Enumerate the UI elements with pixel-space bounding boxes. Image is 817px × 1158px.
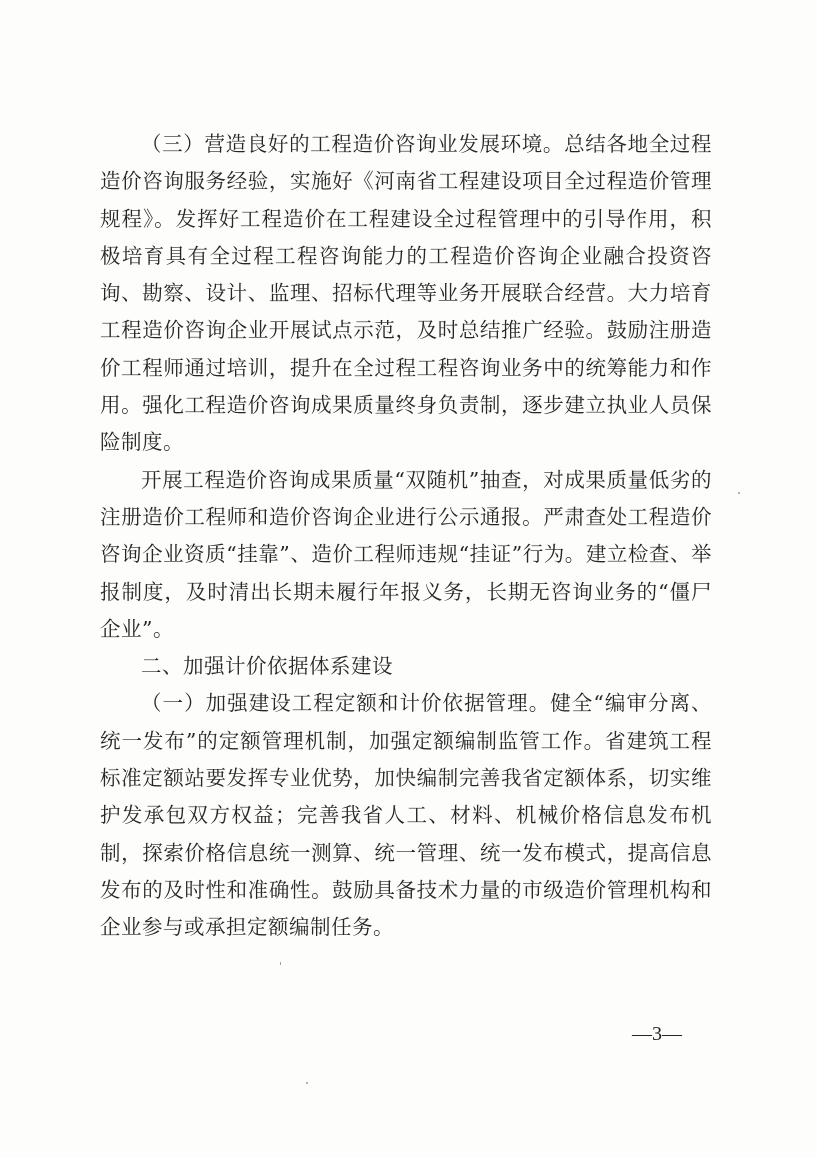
paragraph-environment: （三）营造良好的工程造价咨询业发展环境。总结各地全过程造价咨询服务经验，实施好《河南省工程建设项目全过程造价管理规程》。发挥好工程造价在工程建设全过程管理中的引导作用，积极培育具有全过程工程咨询能力的工程造价咨询企业融合投资咨询、勘察、设计、监理、招标代理等业务开展联合经营。大力培育工程造价咨询企业开展试点示范，及时总结推广经验。鼓励注册造价工程师通过培训，提升在全过程工程咨询业务中的统筹能力和作用。强化工程造价咨询成果质量终身负责制，逐步建立执业人员保险制度。: [100, 132, 712, 455]
page-number: —3—: [632, 1023, 682, 1045]
paragraph-quality-inspection: 开展工程造价咨询成果质量“双随机”抽查，对成果质量低劣的注册造价工程师和造价咨询企业进行公示通报。严肃查处工程造价咨询企业资质“挂靠”、造价工程师违规“挂证”行为。建立检查、举报制度，及时清出长期未履行年报义务，长期无咨询业务的“僵尸企业”。: [100, 467, 712, 641]
scan-speck: [738, 492, 740, 494]
scan-speck: [306, 1082, 308, 1084]
paragraph-quota-management: （一）加强建设工程定额和计价依据管理。健全“编审分离、统一发布”的定额管理机制，加强定额编制监管工作。省建筑工程标准定额站要发挥专业优势，加快编制完善我省定额体系，切实维护发承包双方权益；完善我省人工、材料、机械价格信息发布机制，探索价格信息统一测算、统一管理、统一发布模式，提高信息发布的及时性和准确性。鼓励具备技术力量的市级造价管理机构和企业参与或承担定额编制任务。: [100, 691, 712, 940]
document-body: [100, 126, 712, 947]
scan-speck: [280, 962, 281, 965]
section-heading: 二、加强计价依据体系建设: [141, 654, 393, 679]
